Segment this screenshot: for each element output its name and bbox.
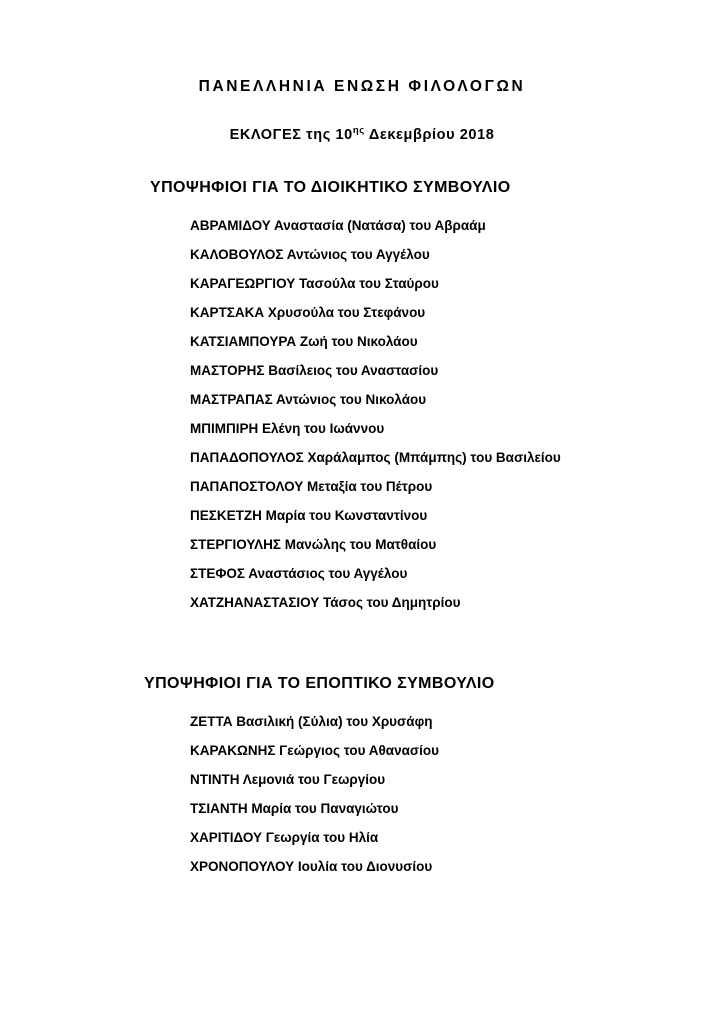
list-item: ΚΑΛΟΒΟΥΛΟΣ Αντώνιος του Αγγέλου [190, 246, 430, 262]
list-item: ΣΤΕΦΟΣ Αναστάσιος του Αγγέλου [190, 565, 408, 581]
section-spacer [60, 625, 664, 631]
election-date-suffix: Δεκεμβρίου 2018 [364, 126, 495, 143]
list-item: ΣΤΕΡΓΙΟΥΛΗΣ Μανώλης του Ματθαίου [190, 536, 437, 552]
section-heading-supervisory: ΥΠΟΨΗΦΙΟΙ ΓΙΑ ΤΟ ΕΠΟΠΤΙΚΟ ΣΥΜΒΟΥΛΙΟ [144, 674, 495, 692]
list-item: ΧΑΡΙΤΙΔΟΥ Γεωργία του Ηλία [190, 829, 379, 845]
list-item: ΜΑΣΤΡΑΠΑΣ Αντώνιος του Νικολάου [190, 391, 427, 407]
list-item: ΜΠΙΜΠΙΡΗ Ελένη του Ιωάννου [190, 420, 385, 436]
list-item: ΠΕΣΚΕΤΖΗ Μαρία του Κωνσταντίνου [190, 507, 428, 523]
list-item: ΚΑΤΣΙΑΜΠΟΥΡΑ Ζωή του Νικολάου [190, 333, 418, 349]
list-item: ΜΑΣΤΟΡΗΣ Βασίλειος του Αναστασίου [190, 362, 439, 378]
list-item: ΠΑΠΑΔΟΠΟΥΛΟΣ Χαράλαμπος (Μπάμπης) του Βασιλείου [190, 449, 561, 465]
candidate-list-board [60, 219, 664, 610]
list-item: ΖΕΤΤΑ Βασιλική (Σύλια) του Χρυσάφη [190, 713, 433, 729]
election-date-line [60, 124, 664, 143]
list-item: ΧΑΤΖΗΑΝΑΣΤΑΣΙΟΥ Τάσος του Δημητρίου [190, 594, 461, 610]
list-item: ΧΡΟΝΟΠΟΥΛΟΥ Ιουλία του Διονυσίου [190, 858, 433, 874]
list-item: ΠΑΠΑΠΟΣΤΟΛΟΥ Μεταξία του Πέτρου [190, 478, 433, 494]
organization-title: ΠΑΝΕΛΛΗΝΙΑ ΕΝΩΣΗ ΦΙΛΟΛΟΓΩΝ [198, 78, 526, 95]
candidate-list-supervisory [60, 715, 664, 874]
section-heading-board: ΥΠΟΨΗΦΙΟΙ ΓΙΑ ΤΟ ΔΙΟΙΚΗΤΙΚΟ ΣΥΜΒΟΥΛΙΟ [150, 178, 511, 196]
list-item: ΚΑΡΑΓΕΩΡΓΙΟΥ Τασούλα του Σταύρου [190, 275, 439, 291]
election-date-prefix: ΕΚΛΟΓΕΣ της 10 [229, 126, 353, 143]
list-item: ΚΑΡΑΚΩΝΗΣ Γεώργιος του Αθανασίου [190, 742, 439, 758]
list-item: ΚΑΡΤΣΑΚΑ Χρυσούλα του Στεφάνου [190, 304, 426, 320]
list-item: ΝΤΙΝΤΗ Λεμονιά του Γεωργίου [190, 771, 386, 787]
list-item: ΑΒΡΑΜΙΔΟΥ Αναστασία (Νατάσα) του Αβραάμ [190, 217, 486, 233]
election-date-ordinal-suffix: ης [352, 124, 365, 136]
list-item: ΤΣΙΑΝΤΗ Μαρία του Παναγιώτου [190, 800, 399, 816]
